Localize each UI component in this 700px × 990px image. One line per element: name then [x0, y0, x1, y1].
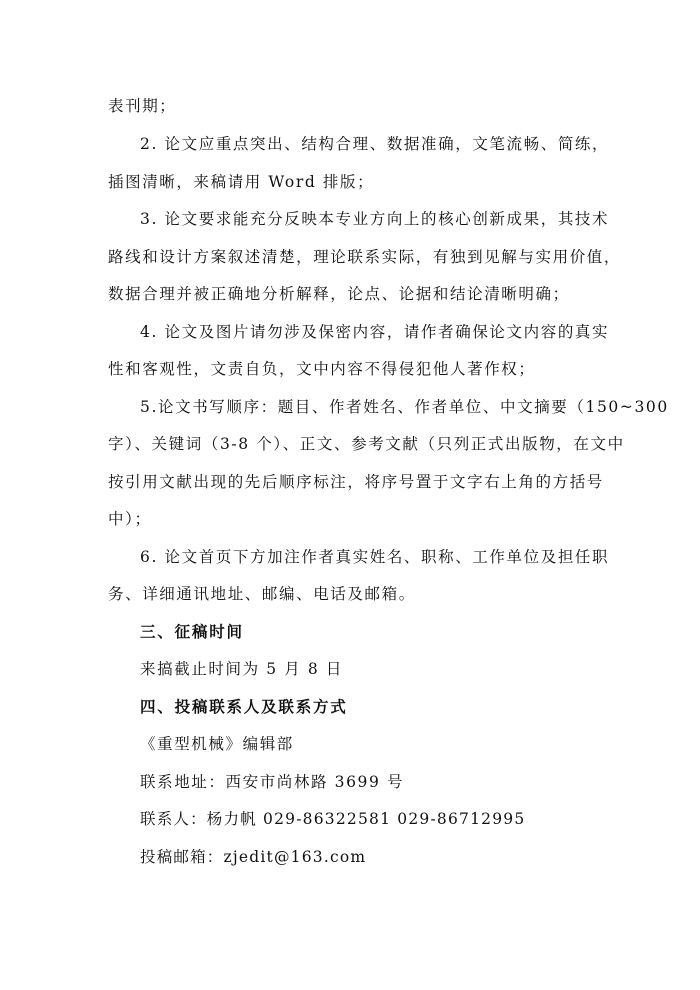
- submission-email: 投稿邮箱：zjedit@163.com: [140, 848, 367, 866]
- paragraph-line: 4. 论文及图片请勿涉及保密内容，请作者确保论文内容的真实: [140, 323, 610, 341]
- paragraph-line: 路线和设计方案叙述清楚，理论联系实际，有独到见解与实用价值，: [108, 248, 622, 266]
- paragraph-line: 按引用文献出现的先后顺序标注，将序号置于文字右上角的方括号: [108, 473, 604, 491]
- paragraph-line: 5.论文书写顺序：题目、作者姓名、作者单位、中文摘要（150~300: [140, 398, 669, 416]
- paragraph-line: 表刊期；: [108, 97, 177, 115]
- department-name: 《重型机械》编辑部: [140, 735, 294, 753]
- contact-person-phone: 联系人：杨力帆 029-86322581 029-86712995: [140, 810, 526, 828]
- paragraph-line: 2. 论文应重点突出、结构合理、数据准确，文笔流畅、简练，: [140, 135, 610, 153]
- deadline-text: 来搞截止时间为 5 月 8 日: [140, 660, 343, 678]
- paragraph-line: 字）、关键词（3-8 个）、正文、参考文献（只列正式出版物，在文中: [108, 435, 625, 453]
- section-heading-contact: 四、投稿联系人及联系方式: [140, 698, 348, 716]
- paragraph-line: 中）；: [108, 510, 152, 528]
- paragraph-line: 务、详细通讯地址、邮编、电话及邮箱。: [108, 585, 416, 603]
- paragraph-line: 数据合理并被正确地分析解释，论点、论据和结论清晰明确；: [108, 285, 570, 303]
- paragraph-line: 6. 论文首页下方加注作者真实姓名、职称、工作单位及担任职: [140, 548, 610, 566]
- contact-address: 联系地址：西安市尚林路 3699 号: [140, 773, 405, 791]
- paragraph-line: 插图清晰，来稿请用 Word 排版；: [108, 173, 375, 191]
- section-heading-deadline: 三、征稿时间: [140, 623, 244, 641]
- paragraph-line: 性和客观性，文责自负，文中内容不得侵犯他人著作权；: [108, 360, 536, 378]
- paragraph-line: 3. 论文要求能充分反映本专业方向上的核心创新成果，其技术: [140, 210, 610, 228]
